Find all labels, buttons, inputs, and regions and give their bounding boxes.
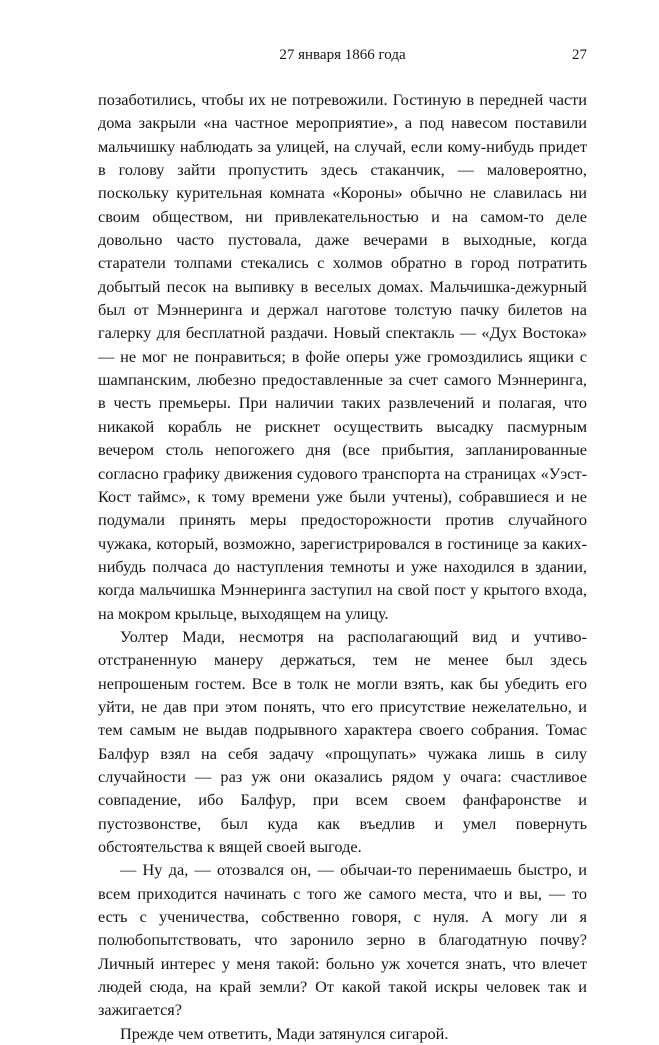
paragraph-balfour-dialogue: — Ну да, — отозвался он, — обычаи-то перенимаешь быстро, и всем приходится начинать с того же самого места, что и вы, — то есть с ученичества, собственно говоря, с нуля. А могу ли я полюбопытствовать, что заронило зерно в благодатную почву? Личный интерес у меня такой: больно уж хочется знать, что влечет людей сюда, на край земли? От какой такой искры человек так и зажигается? <box>98 860 587 1020</box>
paragraph-closing: Прежде чем ответить, Мади затянулся сигарой. <box>120 1023 449 1043</box>
running-head <box>98 47 587 67</box>
body-text <box>98 88 587 1045</box>
running-title: 27 января 1866 года <box>279 47 406 63</box>
paragraph-continued: позаботились, чтобы их не потревожили. Гостиную в передней части дома закрыли «на частное мероприятие», а под навесом поставили мальчишку наблюдать за улицей, на случай, если кому-нибудь придет в голову зайти пропустить здесь стаканчик, — маловероятно, поскольку курительная комната «Короны» обычно не славилась ни своим обществом, ни привлекательностью и на самом-то деле довольно часто пустовала, даже вечерами в выходные, когда старатели толпами стекались с холмов обратно в город потратить добытый песок на выпивку в веселых домах. Мальчишка-дежурный был от Мэннеринга и держал наготове толстую пачку билетов на галерку для бесплатной раздачи. Новый спектакль — «Дух Востока» — не мог не понравиться; в фойе оперы уже громоздились ящики с шампанским, любезно предоставленные за счет самого Мэннеринга, в честь премьеры. При наличии таких развлечений и полагая, что никакой корабль не рискнет осуществить высадку пасмурным вечером столь непогожего дня (все прибытия, запланированные согласно графику движения судового транспорта на страницах «Уэст-Кост таймс», к тому времени уже были учтены), собравшиеся и не подумали принять меры предосторожности против случайного чужака, который, возможно, зарегистрировался в гостинице за каких-нибудь полчаса до наступления темноты и уже находился в здании, когда мальчишка Мэннеринга заступил на свой пост у крытого входа, на мокром крыльце, выходящем на улицу. <box>98 90 587 623</box>
paragraph-muady-guest: Уолтер Мади, несмотря на располагающий вид и учтиво-отстраненную манеру держаться, тем не менее был здесь непрошеным гостем. Все в толк не могли взять, как бы убедить его уйти, не дав при этом понять, что его присутствие нежелательно, и тем самым не выдав подрывного характера своего собрания. Томас Балфур взял на себя задачу «прощупать» чужака лишь в силу случайности — раз уж они оказались рядом у очага: счастливое совпадение, ибо Балфур, при всем своем фанфаронстве и пустозвонстве, был куда как въедлив и умел повернуть обстоятельства к вящей своей выгоде. <box>98 626 587 856</box>
page-number: 27 <box>572 47 587 63</box>
